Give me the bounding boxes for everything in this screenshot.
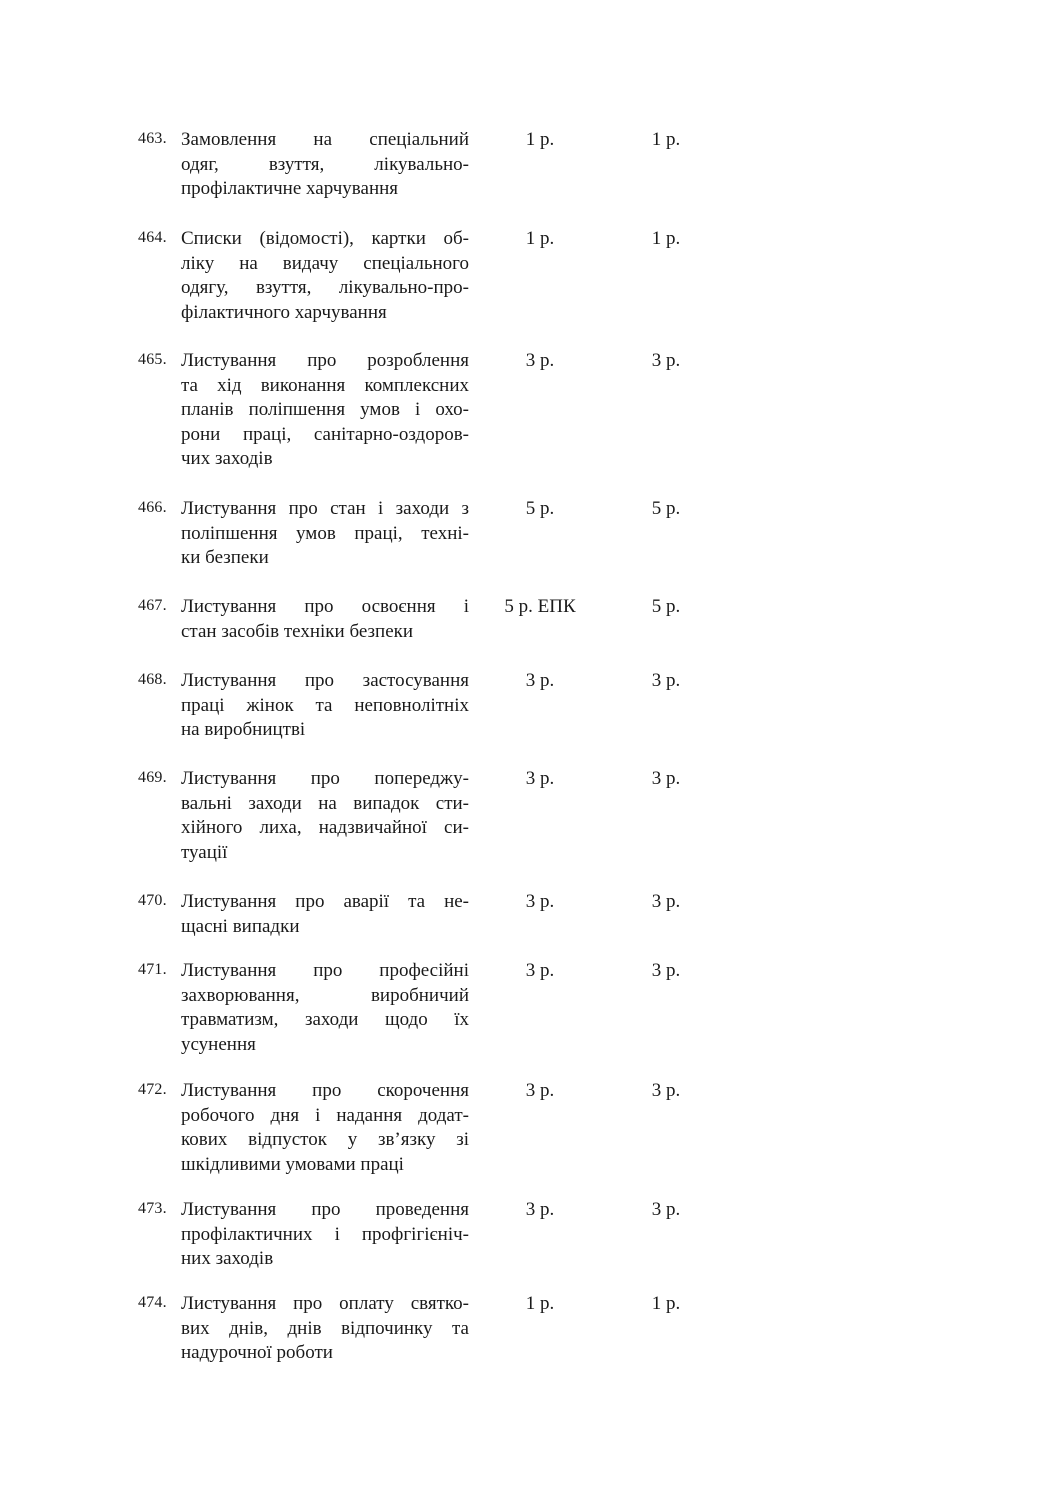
- description-line: робочого дня і надання додат-: [181, 1104, 469, 1126]
- retention-term-secondary: 3 р.: [651, 670, 681, 691]
- retention-term-secondary: 5 р.: [651, 596, 681, 617]
- description-line: Списки (відомості), картки об-: [181, 228, 469, 249]
- description-line: вих днів, днів відпочинку та: [181, 1317, 469, 1339]
- retention-term-primary: 3 р.: [525, 960, 555, 981]
- retention-term-secondary: 1 р.: [651, 228, 681, 249]
- entry-number: 468.: [138, 671, 167, 688]
- entry-number: 464.: [138, 229, 167, 246]
- description-line: травматизм, заходи щодо їх: [181, 1009, 469, 1030]
- description-line: та хід виконання комплексних: [181, 374, 469, 396]
- description-line: чих заходів: [181, 448, 273, 469]
- retention-term-secondary: 3 р.: [651, 1080, 681, 1101]
- entry-description: [181, 890, 469, 939]
- description-line: на виробництві: [181, 719, 306, 740]
- retention-term-secondary: 1 р.: [651, 1293, 681, 1314]
- entry-description: [181, 128, 469, 202]
- description-line: профілактичних і профгігієніч-: [181, 1223, 469, 1245]
- description-line: усунення: [181, 1033, 256, 1055]
- description-line: щасні випадки: [181, 915, 300, 937]
- entry-number: 471.: [138, 961, 167, 978]
- entry-number: 469.: [138, 769, 167, 786]
- entry-description: [181, 767, 469, 865]
- description-line: Листування про професійні: [181, 960, 469, 981]
- description-line: ліку на видачу спеціального: [181, 252, 469, 274]
- entry-description: [181, 227, 469, 325]
- description-line: шкідливими умовами праці: [181, 1153, 404, 1175]
- description-line: праці жінок та неповнолітніх: [181, 694, 469, 716]
- retention-term-secondary: 3 р.: [651, 350, 681, 371]
- description-line: поліпшення умов праці, техні-: [181, 522, 469, 544]
- retention-term-secondary: 3 р.: [651, 1199, 681, 1220]
- entry-description: [181, 595, 469, 644]
- description-line: філактичного харчування: [181, 301, 387, 323]
- description-line: Листування про освоєння і: [181, 596, 469, 617]
- retention-term-primary: 5 р. ЕПК: [504, 596, 576, 617]
- entry-number: 470.: [138, 892, 167, 909]
- description-line: одягу, взуття, лікувально-про-: [181, 277, 469, 298]
- description-line: Листування про застосування: [181, 670, 469, 691]
- description-line: них заходів: [181, 1248, 274, 1269]
- entry-number: 466.: [138, 499, 167, 516]
- description-line: Листування про стан і заходи з: [181, 498, 469, 519]
- retention-term-secondary: 3 р.: [651, 768, 681, 789]
- description-line: туації: [181, 841, 228, 863]
- entry-description: [181, 959, 469, 1057]
- entry-number: 467.: [138, 597, 167, 614]
- description-line: надурочної роботи: [181, 1342, 333, 1363]
- retention-term-primary: 5 р.: [525, 498, 555, 519]
- description-line: Замовлення на спеціальний: [181, 129, 469, 150]
- retention-term-primary: 3 р.: [525, 891, 555, 912]
- entry-description: [181, 1292, 469, 1366]
- description-line: Листування про попереджу-: [181, 768, 469, 789]
- retention-term-secondary: 3 р.: [651, 960, 681, 981]
- retention-term-secondary: 5 р.: [651, 498, 681, 519]
- description-line: Листування про аварії та не-: [181, 891, 469, 912]
- description-line: стан засобів техніки безпеки: [181, 620, 414, 642]
- entry-number: 463.: [138, 130, 167, 147]
- description-line: планів поліпшення умов і охо-: [181, 399, 469, 420]
- retention-term-primary: 1 р.: [525, 228, 555, 249]
- retention-term-secondary: 1 р.: [651, 129, 681, 150]
- description-line: ки безпеки: [181, 547, 269, 568]
- description-line: кових відпусток у зв’язку зі: [181, 1129, 469, 1150]
- retention-term-primary: 3 р.: [525, 670, 555, 691]
- description-line: профілактичне харчування: [181, 178, 399, 199]
- retention-term-primary: 1 р.: [525, 129, 555, 150]
- description-line: захворювання, виробничий: [181, 984, 469, 1006]
- description-line: одяг, взуття, лікувально-: [181, 153, 469, 175]
- description-line: вальні заходи на випадок сти-: [181, 792, 469, 814]
- description-line: Листування про розроблення: [181, 350, 469, 371]
- entry-number: 473.: [138, 1200, 167, 1217]
- retention-term-primary: 3 р.: [525, 1199, 555, 1220]
- description-line: Листування про проведення: [181, 1199, 469, 1220]
- retention-term-primary: 1 р.: [525, 1293, 555, 1314]
- entry-description: [181, 669, 469, 743]
- entry-description: [181, 1198, 469, 1272]
- description-line: Листування про оплату святко-: [181, 1293, 469, 1314]
- retention-term-primary: 3 р.: [525, 1080, 555, 1101]
- entry-number: 474.: [138, 1294, 167, 1311]
- retention-term-secondary: 3 р.: [651, 891, 681, 912]
- description-line: рони праці, санітарно-оздоров-: [181, 423, 469, 445]
- description-line: хійного лиха, надзвичайної си-: [181, 817, 469, 838]
- entry-number: 465.: [138, 351, 167, 368]
- description-line: Листування про скорочення: [181, 1080, 469, 1101]
- retention-term-primary: 3 р.: [525, 768, 555, 789]
- entry-description: [181, 1079, 469, 1177]
- entry-description: [181, 497, 469, 571]
- entry-number: 472.: [138, 1081, 167, 1098]
- retention-term-primary: 3 р.: [525, 350, 555, 371]
- entry-description: [181, 349, 469, 472]
